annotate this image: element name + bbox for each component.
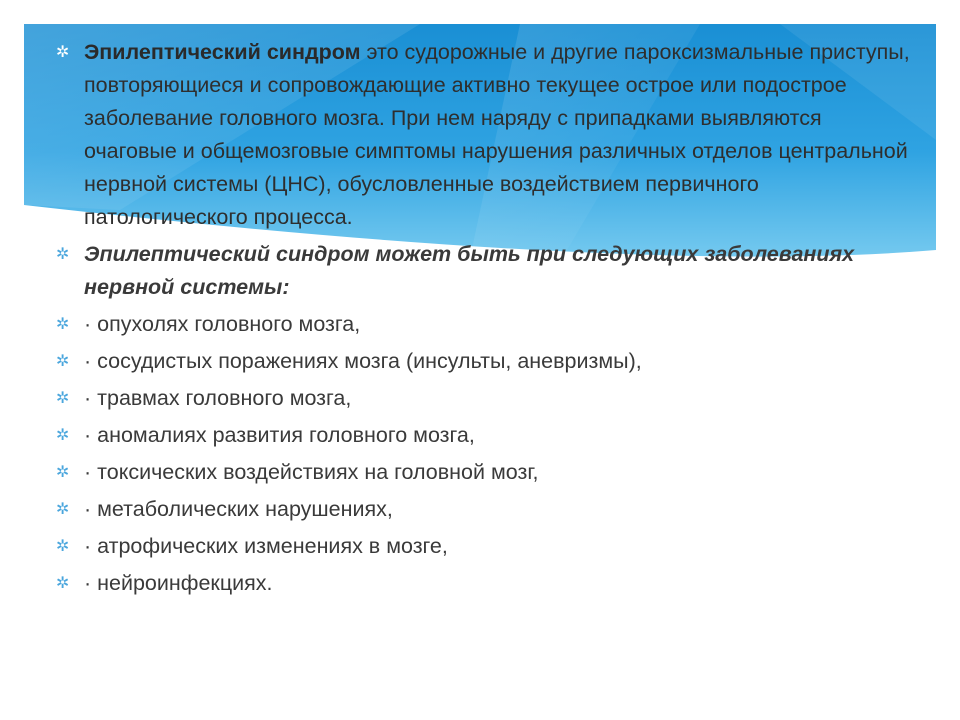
disease-text: · метаболических нарушениях,: [84, 497, 393, 521]
subheading-paragraph: [52, 238, 912, 304]
list-item: [52, 456, 912, 489]
disease-text: · атрофических изменениях в мозге,: [84, 534, 448, 558]
disease-text: · аномалиях развития головного мозга,: [84, 423, 475, 447]
disease-text: · сосудистых поражениях мозга (инсульты, аневризмы),: [84, 349, 642, 373]
slide-content: [52, 36, 912, 600]
bullet-icon: ✲: [56, 390, 70, 407]
list-item: [52, 567, 912, 600]
list-item: [52, 308, 912, 341]
disease-text: · опухолях головного мозга,: [84, 312, 361, 336]
bullet-icon: ✲: [56, 464, 70, 481]
bullet-icon: ✲: [56, 538, 70, 555]
intro-term: Эпилептический синдром: [84, 40, 361, 64]
bullet-icon: ✲: [56, 316, 70, 333]
list-item: [52, 382, 912, 415]
list-item: [52, 345, 912, 378]
disease-text: · травмах головного мозга,: [84, 386, 352, 410]
disease-text: · нейроинфекциях.: [84, 571, 273, 595]
bullet-icon: ✲: [56, 427, 70, 444]
disease-text: · токсических воздействиях на головной мозг,: [84, 460, 539, 484]
intro-definition: это судорожные и другие пароксизмальные приступы, повторяющиеся и сопровождающие активно текущее острое или подострое заболевание головного мозга. При нем наряду с припадками выявляются очаговые и общемозговые симптомы нарушения различных отделов центральной нервной системы (ЦНС), обусловленные воздействием первичного патологического процесса.: [84, 40, 910, 229]
intro-paragraph: [52, 36, 912, 234]
bullet-icon: ✲: [56, 575, 70, 592]
list-item: [52, 530, 912, 563]
list-item: [52, 493, 912, 526]
bullet-icon: ✲: [56, 501, 70, 518]
bullet-icon: ✲: [56, 246, 70, 263]
subheading: Эпилептический синдром может быть при следующих заболеваниях нервной системы:: [84, 242, 855, 299]
list-item: [52, 419, 912, 452]
bullet-icon: ✲: [56, 44, 70, 61]
bullet-icon: ✲: [56, 353, 70, 370]
